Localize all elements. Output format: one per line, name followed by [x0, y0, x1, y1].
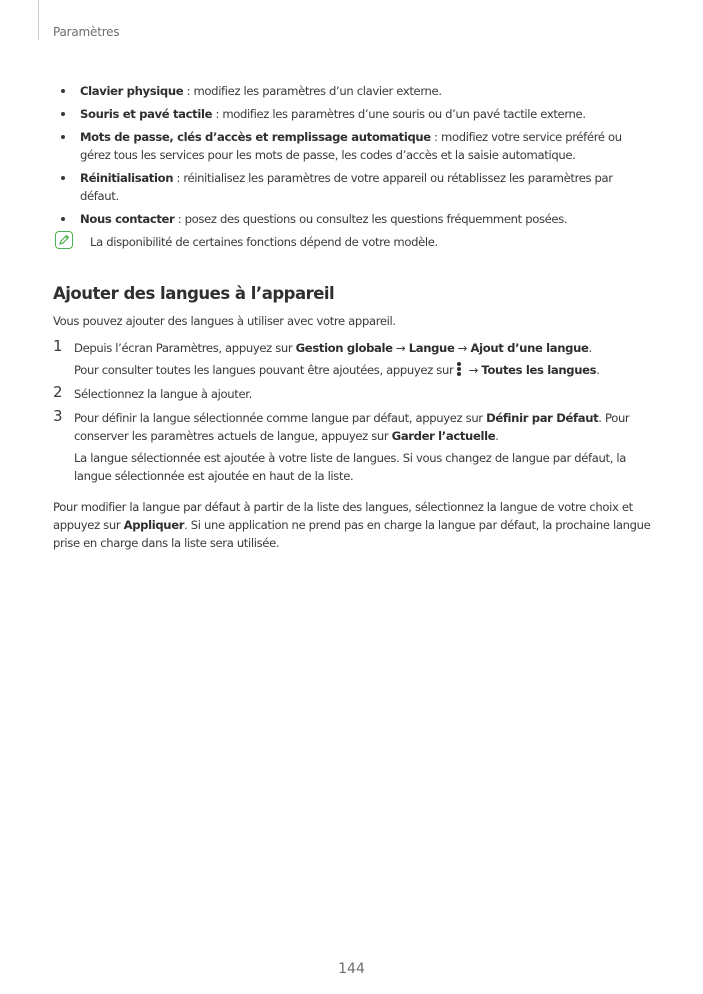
section-title: Ajouter des langues à l’appareil: [53, 284, 335, 303]
step-text: Sélectionnez la langue à ajouter.: [74, 387, 252, 401]
step-number: 2: [53, 383, 63, 401]
header-title: Paramètres: [53, 25, 120, 39]
bullet-icon: [61, 135, 65, 139]
list-item-text: : réinitialisez les paramètres de votre appareil ou rétablissez les paramètres par défaut.: [80, 171, 613, 203]
list-item: [53, 128, 653, 164]
step-3: [53, 409, 653, 485]
bullet-icon: [61, 176, 65, 180]
more-options-icon: [456, 362, 462, 376]
closing-paragraph: [53, 498, 653, 552]
arrow-icon: →: [454, 341, 471, 355]
step-text: . Pour conserver les paramètres actuels de langue, appuyez sur: [74, 411, 630, 443]
paragraph-text: . Si une application ne prend pas en charge la langue par défaut, la prochaine langue prise en charge dans la liste sera utilisée.: [53, 518, 651, 550]
step-text: .: [596, 363, 600, 377]
step-subtext: La langue sélectionnée est ajoutée à votre liste de langues. Si vous changez de langue par défaut, la langue sélectionnée est ajoutée en haut de la liste.: [74, 451, 627, 483]
step-1: [53, 339, 653, 379]
paragraph-text: Pour modifier la langue par défaut à partir de la liste des langues, sélectionnez la langue de votre choix et appuyez sur: [53, 500, 633, 532]
option-label: Garder l’actuelle: [391, 429, 496, 443]
option-label: Appliquer: [123, 518, 185, 532]
page-content: [53, 82, 653, 552]
list-item-term: Réinitialisation: [80, 171, 174, 185]
step-number: 1: [53, 337, 63, 355]
arrow-icon: →: [465, 363, 482, 377]
section-intro: Vous pouvez ajouter des langues à utiliser avec votre appareil.: [53, 314, 396, 328]
list-item-term: Souris et pavé tactile: [80, 107, 213, 121]
menu-path-item: Gestion globale: [295, 341, 393, 355]
list-item-text: : modifiez les paramètres d’un clavier externe.: [183, 84, 442, 98]
menu-path-item: Toutes les langues: [481, 363, 597, 377]
note-text: La disponibilité de certaines fonctions dépend de votre modèle.: [90, 235, 438, 249]
list-item-text: : modifiez votre service préféré ou gérez tous les services pour les mots de passe, les codes d’accès et la saisie automatique.: [80, 130, 622, 162]
list-item-text: : modifiez les paramètres d’une souris ou d’un pavé tactile externe.: [212, 107, 586, 121]
page-number: 144: [338, 961, 365, 977]
arrow-icon: →: [392, 341, 409, 355]
menu-path-item: Langue: [408, 341, 455, 355]
list-item: [53, 82, 653, 100]
step-2: [53, 385, 653, 403]
list-item-text: : posez des questions ou consultez les questions fréquemment posées.: [174, 212, 568, 226]
list-item-term: Nous contacter: [80, 212, 175, 226]
bullet-icon: [61, 112, 65, 116]
list-item: [53, 210, 653, 228]
list-item-term: Clavier physique: [80, 84, 184, 98]
list-item-term: Mots de passe, clés d’accès et remplissage automatique: [80, 130, 431, 144]
step-number: 3: [53, 407, 63, 425]
bullet-icon: [61, 89, 65, 93]
steps-list: [53, 339, 653, 485]
step-subtext: [74, 361, 653, 379]
list-item: [53, 105, 653, 123]
list-item: [53, 169, 653, 205]
option-label: Définir par Défaut: [486, 411, 599, 425]
header-divider: [38, 0, 39, 40]
menu-path-item: Ajout d’une langue: [470, 341, 589, 355]
note-pencil-icon: [55, 231, 73, 249]
bullet-icon: [61, 217, 65, 221]
step-text: Pour définir la langue sélectionnée comme langue par défaut, appuyez sur: [74, 411, 487, 425]
settings-bullet-list: [53, 82, 653, 228]
note-box: [53, 233, 653, 255]
step-text: .: [495, 429, 499, 443]
step-text: Depuis l’écran Paramètres, appuyez sur: [74, 341, 296, 355]
step-text: Pour consulter toutes les langues pouvant être ajoutées, appuyez sur: [74, 363, 454, 377]
step-text: .: [588, 341, 592, 355]
